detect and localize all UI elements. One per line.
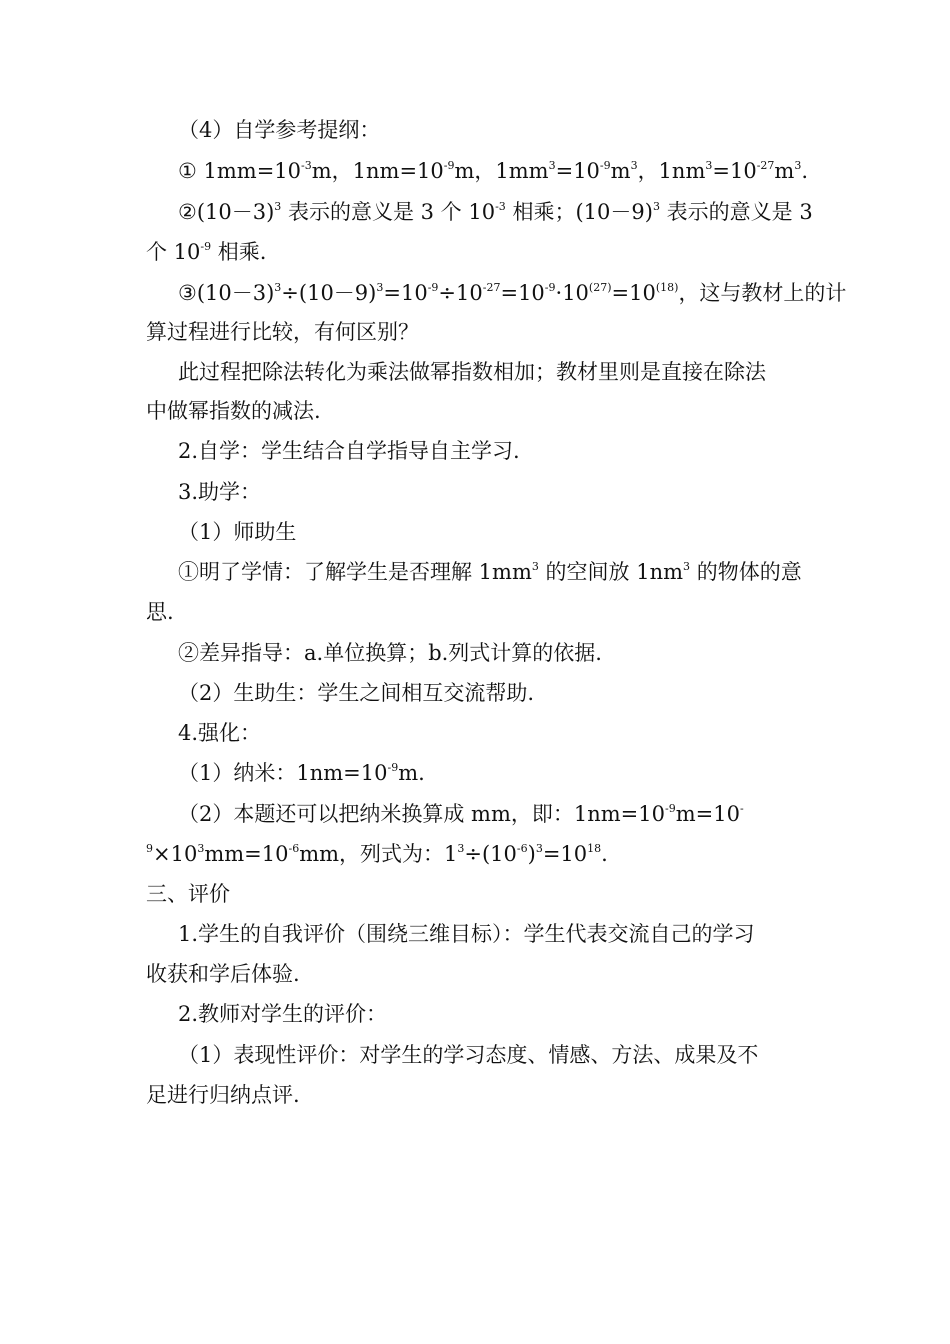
difference-guide-line: ②差异指导：a.单位换算；b.列式计算的依据.	[178, 641, 602, 665]
evaluation-heading: 三、评价	[146, 882, 230, 906]
peer-help-line: （2）生助生：学生之间相互交流帮助.	[178, 681, 535, 705]
self-evaluation-cont: 收获和学后体验.	[146, 962, 300, 986]
explanation-line: 此过程把除法转化为乘法做幂指数相加；教材里则是直接在除法	[178, 360, 766, 384]
nanometer-line: （1）纳米：$1nm=10^{-9}m$.	[178, 761, 425, 785]
power-meaning-cont: 个 $10^{-9}$ 相乘.	[146, 240, 267, 264]
teacher-help-heading: （1）师助生	[178, 520, 297, 544]
self-evaluation-line: 1.学生的自我评价（围绕三维目标）：学生代表交流自己的学习	[178, 922, 755, 946]
teacher-evaluation-heading: 2.教师对学生的评价：	[178, 1002, 388, 1026]
conversion-line: （2）本题还可以把纳米换算成 mm，即：$1nm=10^{-9}m=10^-$	[178, 802, 744, 826]
assist-heading: 3.助学：	[178, 480, 262, 504]
reinforce-heading: 4.强化：	[178, 721, 262, 745]
performance-evaluation-line: （1）表现性评价：对学生的学习态度、情感、方法、成果及不	[178, 1043, 759, 1067]
self-study-line: 2.自学：学生结合自学指导自主学习.	[178, 439, 520, 463]
conversion-cont: $^9\times 10^3mm=10^{-6}mm$，列式为：$1^3\div(10^{-6})^3=10^{18}$.	[146, 842, 608, 866]
division-calc-line: $③(10-3)^3\div(10-9)^3=10^{-9}\div 10^{-27}=10^{-9}\cdot 10^{(27)}=10^{(18)}$，这与教材上的计	[178, 281, 847, 305]
learning-status-cont: 思.	[146, 600, 174, 624]
learning-status-line: ①明了学情：了解学生是否理解 $1mm^3$ 的空间放 $1nm^3$ 的物体的意	[178, 560, 802, 584]
explanation-cont: 中做幂指数的减法.	[146, 399, 321, 423]
division-calc-cont: 算过程进行比较，有何区别？	[146, 320, 419, 344]
unit-conversion-line: ① $1mm=10^{-3}m$，$1nm=10^{-9}m$，$1mm^3=10^{-9}m^3$，$1nm^3=10^{-27}m^3$.	[178, 159, 809, 183]
performance-evaluation-cont: 足进行归纳点评.	[146, 1083, 300, 1107]
power-meaning-line: $②(10-3)^3$ 表示的意义是 3 个 $10^{-3}$ 相乘；$(10-9)^3$ 表示的意义是 3	[178, 200, 813, 224]
outline-heading: （4）自学参考提纲：	[178, 118, 381, 142]
